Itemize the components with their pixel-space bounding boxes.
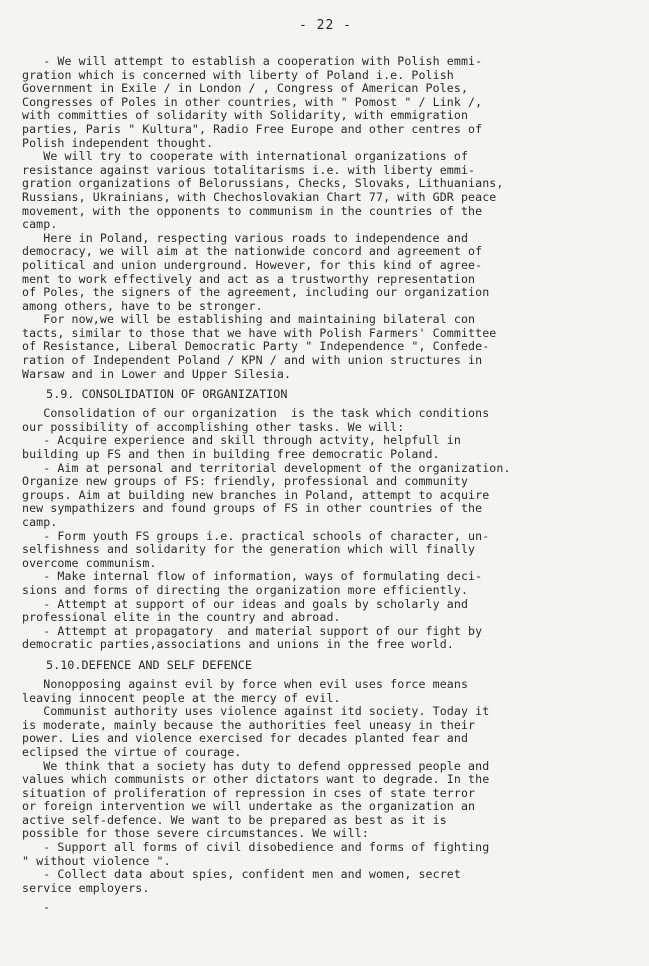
paragraph (22, 55, 619, 150)
paragraph (22, 407, 619, 652)
text-line: or foreign intervention we will undertake as the organization an (22, 799, 476, 814)
paragraph (22, 232, 619, 314)
text-line: political and union underground. However, for this kind of agree- (22, 257, 483, 272)
text-line: - We will attempt to establish a cooperation with Polish emmi- (22, 54, 483, 68)
text-line: resistance against various totalitarisms i.e. with liberty emmi- (22, 162, 476, 177)
text-line: our possibility of accomplishing other tasks. We will: (22, 419, 405, 434)
text-line: For now,we will be establishing and maintaining bilateral con (22, 312, 476, 327)
text-line: - Form youth FS groups i.e. practical schools of character, un- (22, 528, 490, 543)
text-line: Organize new groups of FS: friendly, professional and community (22, 474, 469, 489)
text-line: with committies of solidarity with Solidarity, with emmigration (22, 108, 469, 123)
text-line: movement, with the opponents to communism in the countries of the (22, 203, 483, 218)
section-heading: 5.10.DEFENCE AND SELF DEFENCE (46, 657, 252, 672)
paragraph (22, 760, 619, 896)
text-line: parties, Paris " Kultura", Radio Free Europe and other centres of (22, 121, 483, 136)
text-line: new sympathizers and found groups of FS in other countries of the (22, 501, 483, 516)
text-line: active self-defence. We want to be prepared as best as it is (22, 812, 447, 827)
paragraph (22, 150, 619, 232)
text-line: overcome communism. (22, 555, 157, 570)
trailing-dash: - (22, 900, 50, 915)
text-line: sions and forms of directing the organization more efficiently. (22, 582, 469, 597)
page-number: - 22 - (299, 18, 352, 33)
text-line: possible for those severe circumstances. We will: (22, 826, 369, 841)
text-line: values which communists or other dictators want to degrade. In the (22, 772, 490, 787)
text-line: leaving innocent people at the mercy of evil. (22, 690, 341, 705)
text-line: - Support all forms of civil disobedience and forms of fighting (22, 840, 490, 855)
text-line: democracy, we will aim at the nationwide concord and agreement of (22, 244, 483, 259)
text-line: camp. (22, 515, 58, 529)
paragraph (22, 705, 619, 759)
section-heading: 5.9. CONSOLIDATION OF ORGANIZATION (46, 387, 288, 402)
text-line: " without violence ". (22, 853, 171, 868)
text-line: tacts, similar to those that we have with Polish Farmers' Committee (22, 325, 497, 340)
text-line: situation of proliferation of repression in cses of state terror (22, 785, 476, 800)
text-line: We will try to cooperate with international organizations of (22, 149, 469, 164)
text-line: among others, have to be stronger. (22, 298, 263, 313)
text-line: - Aim at personal and territorial development of the organization. (22, 460, 511, 475)
text-line: power. Lies and violence exercised for decades planted fear and (22, 731, 469, 746)
paragraph (22, 678, 619, 705)
text-line: camp. (22, 217, 58, 232)
text-line: Communist authority uses violence against itd society. Today it (22, 704, 490, 719)
paragraph (22, 313, 619, 381)
text-line: professional elite in the country and abroad. (22, 610, 341, 625)
text-line: Russians, Ukrainians, with Chechoslovakian Chart 77, with GDR peace (22, 189, 497, 204)
text-line: of Poles, the signers of the agreement, including our organization (22, 285, 490, 300)
text-line: Here in Poland, respecting various roads to independence and (22, 230, 469, 245)
text-line: gration organizations of Belorussians, Checks, Slovaks, Lithuanians, (22, 176, 504, 191)
text-line: building up FS and then in building free democratic Poland. (22, 447, 440, 462)
text-line: Warsaw and in Lower and Upper Silesia. (22, 366, 292, 381)
text-line: Government in Exile / in London / , Congress of American Poles, (22, 81, 469, 96)
text-line: Congresses of Poles in other countries, with " Pomost " / Link /, (22, 94, 483, 109)
text-line: Nonopposing against evil by force when evil uses force means (22, 676, 469, 691)
text-line: gration which is concerned with liberty of Poland i.e. Polish (22, 67, 454, 82)
text-line: We think that a society has duty to defend oppressed people and (22, 758, 490, 773)
text-line: - Make internal flow of information, ways of formulating deci- (22, 569, 483, 584)
text-line: ration of Independent Poland / KPN / and with union structures in (22, 353, 483, 368)
text-line: - Collect data about spies, confident men and women, secret (22, 867, 461, 882)
text-line: eclipsed the virtue of courage. (22, 744, 242, 759)
text-line: service employers. (22, 880, 150, 895)
text-line: Polish independent thought. (22, 135, 214, 150)
text-line: - Attempt at support of our ideas and goals by scholarly and (22, 596, 469, 611)
text-line: groups. Aim at building new branches in Poland, attempt to acquire (22, 487, 490, 502)
text-line: of Resistance, Liberal Democratic Party " Independence ", Confede- (22, 339, 490, 354)
text-line: - Acquire experience and skill through actvity, helpfull in (22, 433, 461, 448)
text-line: ment to work effectively and act as a trustworthy representation (22, 271, 476, 286)
text-line: selfishness and solidarity for the generation which will finally (22, 542, 476, 557)
text-line: Consolidation of our organization is the task which conditions (22, 406, 490, 421)
text-line: is moderate, mainly because the authorities feel uneasy in their (22, 717, 476, 732)
document-body (22, 55, 619, 895)
text-line: democratic parties,associations and unions in the free world. (22, 637, 454, 652)
text-line: - Attempt at propagatory and material support of our fight by (22, 623, 483, 638)
